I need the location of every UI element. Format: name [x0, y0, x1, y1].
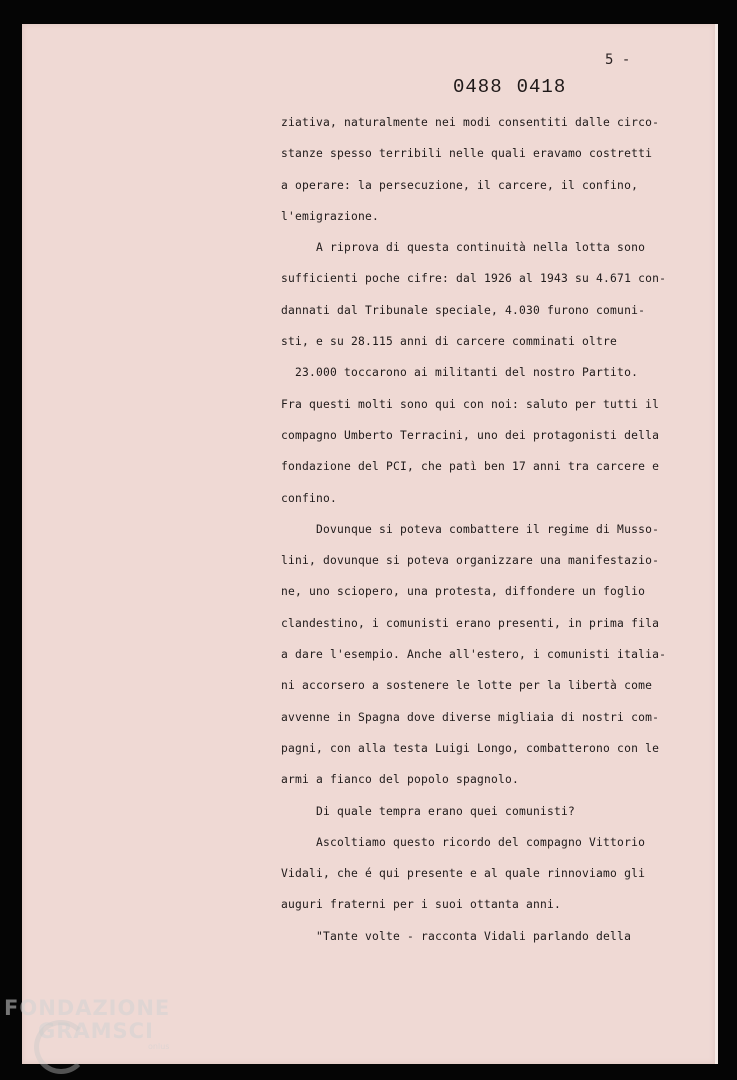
- watermark-line-3: onlus: [148, 1042, 170, 1051]
- text-line: ne, uno sciopero, una protesta, diffondere un foglio: [281, 585, 646, 599]
- text-line: stanze spesso terribili nelle quali eravamo costretti: [281, 147, 653, 161]
- watermark-ring-icon: [34, 1020, 88, 1074]
- page-number: 5 -: [605, 52, 631, 68]
- body-text: [281, 107, 701, 952]
- text-line: 23.000 toccarono ai militanti del nostro Partito.: [281, 366, 639, 380]
- text-line: Di quale tempra erano quei comunisti?: [281, 804, 576, 818]
- text-line: clandestino, i comunisti erano presenti, in prima fila: [281, 616, 660, 630]
- text-line: fondazione del PCI, che patì ben 17 anni tra carcere e: [281, 460, 660, 474]
- text-line: l'emigrazione.: [281, 209, 380, 223]
- text-line: "Tante volte - racconta Vidali parlando della: [281, 929, 632, 943]
- text-line: pagni, con alla testa Luigi Longo, combatterono con le: [281, 741, 660, 755]
- text-line: armi a fianco del popolo spagnolo.: [281, 773, 520, 787]
- archive-number: [453, 76, 580, 98]
- text-line: auguri fraterni per i suoi ottanta anni.: [281, 898, 562, 912]
- text-line: a dare l'esempio. Anche all'estero, i comunisti italia-: [281, 648, 667, 662]
- text-line: lini, dovunque si poteva organizzare una manifestazio-: [281, 554, 660, 568]
- text-line: ziativa, naturalmente nei modi consentiti dalle circo-: [281, 116, 660, 129]
- watermark-line-1: FONDAZIONE: [4, 996, 171, 1020]
- text-line: sti, e su 28.115 anni di carcere comminati oltre: [281, 335, 618, 349]
- text-line: sufficienti poche cifre: dal 1926 al 1943 su 4.671 con-: [281, 272, 667, 286]
- text-line: avvenne in Spagna dove diverse migliaia di nostri com-: [281, 710, 660, 724]
- archive-number-part-1: 0488: [453, 76, 503, 98]
- text-line: a operare: la persecuzione, il carcere, il confino,: [281, 178, 639, 192]
- archive-number-part-2: 0418: [516, 76, 567, 98]
- text-line: Dovunque si poteva combattere il regime di Musso-: [281, 522, 660, 536]
- text-line: A riprova di questa continuità nella lotta sono: [281, 241, 646, 255]
- text-line: Ascoltiamo questo ricordo del compagno Vittorio: [281, 835, 646, 849]
- text-line: dannati dal Tribunale speciale, 4.030 furono comuni-: [281, 303, 646, 317]
- text-line: Fra questi molti sono qui con noi: saluto per tutti il: [281, 397, 660, 411]
- text-line: Vidali, che é qui presente e al quale rinnoviamo gli: [281, 867, 646, 881]
- watermark-logo: [4, 998, 170, 1051]
- watermark-line-2: GRAMSCI: [38, 1019, 154, 1043]
- text-line: confino.: [281, 491, 338, 505]
- text-line: compagno Umberto Terracini, uno dei protagonisti della: [281, 428, 660, 442]
- text-line: ni accorsero a sostenere le lotte per la libertà come: [281, 679, 653, 693]
